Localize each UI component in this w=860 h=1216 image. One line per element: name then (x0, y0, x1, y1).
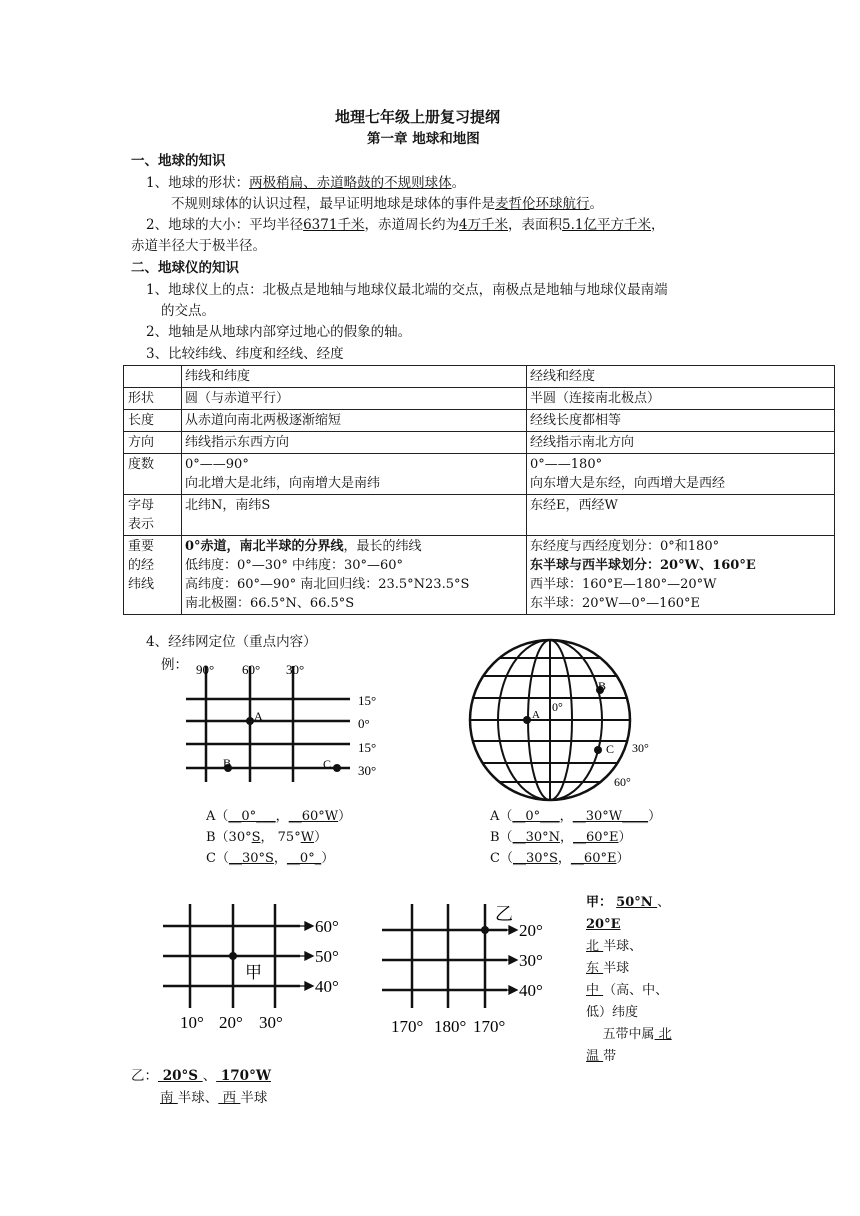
lat-label: 60° (315, 917, 339, 936)
lat-label: 40° (519, 981, 543, 1000)
table-cell: 纬线指示东西方向 (182, 432, 527, 454)
text: ） (616, 851, 630, 866)
text: 半球 (603, 961, 630, 976)
point-a-label: A (254, 709, 263, 723)
cell-line: 东经度与西经度划分：0°和180° (530, 539, 720, 554)
answer-text: __30°S (228, 851, 274, 866)
answer-a-2 (490, 806, 661, 827)
text: 甲： (586, 895, 613, 910)
answer-text: __30°S (512, 851, 558, 866)
compare-line: 3、比较纬线、纬度和经线、经度 (146, 346, 344, 362)
text: 、 (657, 895, 671, 910)
text: B（ (490, 830, 513, 845)
answer-text: __60°E (573, 830, 619, 845)
text: ， (559, 809, 573, 824)
answer-c-2 (490, 848, 629, 869)
cell-line: 东半球与西半球划分：20°W、160°E (530, 558, 756, 573)
answer-text: __0°___ (228, 809, 276, 824)
table-cell (124, 495, 182, 536)
cell-line: 重要 (128, 539, 155, 554)
cell-line: 南北极圈：66.5°N、66.5°S (185, 596, 355, 611)
answer-text: W (300, 830, 315, 845)
text: 五带中属 (602, 1027, 655, 1042)
cell-line: 向北增大是北纬，向南增大是南纬 (185, 476, 381, 491)
table-cell: 经线指示南北方向 (527, 432, 835, 454)
point-b-label: B (223, 756, 232, 770)
lat-label: 30° (358, 763, 377, 778)
point-c (594, 746, 602, 754)
cell-line: 东半球：20°W—0°—160°E (530, 596, 700, 611)
answer-c-1 (206, 848, 334, 869)
answer-text: __60°W (288, 809, 339, 824)
answer-line (586, 892, 756, 914)
answer-line (586, 936, 756, 958)
text: 带 (603, 1049, 617, 1064)
answer-text: 北 (654, 1027, 672, 1042)
text: ） (648, 809, 662, 824)
answer-b-1 (206, 827, 327, 848)
text: ，最长的纬线 (343, 539, 422, 554)
lat-label: 0° (358, 716, 370, 731)
table-header: 纬线和纬度 (182, 366, 527, 388)
table-row (124, 388, 835, 410)
table-cell (182, 454, 527, 495)
table-cell: 从赤道向南北两极逐渐缩短 (182, 410, 527, 432)
answer-line (586, 914, 756, 936)
lon-label: 10° (180, 1013, 204, 1032)
lon-label: 60° (242, 662, 261, 677)
table-cell: 圆（与赤道平行） (182, 388, 527, 410)
table-cell: 形状 (124, 388, 182, 410)
cell-line: 高纬度：60°—90° 南北回归线：23.5°N23.5°S (185, 577, 470, 592)
answer-text: 20°E (586, 917, 621, 932)
cell-line: 纬线 (128, 577, 155, 592)
answer-text: __60°E (570, 851, 617, 866)
cell-line: 表示 (128, 517, 155, 532)
page-title: 地理七年级上册复习提纲 (335, 108, 501, 126)
cell-line: 低纬度：0°—30° 中纬度：30°—60° (185, 558, 404, 573)
answer-text: 西 (218, 1090, 241, 1106)
text: ， (275, 809, 289, 824)
text: ） (338, 809, 352, 824)
table-cell (124, 366, 182, 388)
cell-line: 0°——180° (530, 457, 603, 472)
answer-text: 20°S (158, 1068, 203, 1084)
text: ， (559, 830, 573, 845)
answer-text: S (251, 830, 261, 845)
table-cell: 度数 (124, 454, 182, 495)
axis-line: 2、地轴是从地球内部穿过地心的假象的轴。 (146, 324, 412, 340)
answer-line (586, 1002, 756, 1024)
lat-label: 50° (315, 947, 339, 966)
lon-label: 20° (219, 1013, 243, 1032)
text: 2、地球的大小：平均半径 (146, 217, 304, 233)
answer-text: 南 (160, 1090, 178, 1106)
table-cell: 方向 (124, 432, 182, 454)
table-cell: 经线长度都相等 (527, 410, 835, 432)
yi-answer-line-1 (131, 1067, 271, 1085)
yi-label: 乙 (495, 904, 513, 924)
chapter-title: 第一章 地球和地图 (367, 131, 480, 147)
cell-line: 字母 (128, 498, 155, 513)
table-cell: 半圆（连接南北极点） (527, 388, 835, 410)
point-c-label: C (606, 742, 615, 756)
answer-text: 50°N (616, 895, 658, 910)
cell-line: 向东增大是东经，向西增大是西经 (530, 476, 726, 491)
lat-label: 15° (358, 693, 377, 708)
answer-line (586, 1046, 756, 1068)
comparison-table (123, 365, 835, 615)
lat-label: 40° (315, 977, 339, 996)
text: C（ (206, 851, 229, 866)
bold-text: 0°赤道，南北半球的分界线 (185, 539, 344, 554)
answer-text: 170°W (216, 1068, 271, 1084)
lon-label: 170° (391, 1017, 424, 1036)
text: ， (557, 851, 571, 866)
text: B（30° (206, 830, 252, 845)
lon-label: 170° (473, 1017, 506, 1036)
grid-figures-jia-yi (145, 888, 577, 1038)
table-cell (527, 454, 835, 495)
text: ， (651, 217, 665, 233)
answer-b-2 (490, 827, 632, 848)
jia-label: 甲 (245, 963, 262, 982)
table-row (124, 366, 835, 388)
earth-proof-line (171, 195, 603, 213)
text: A（ (490, 809, 513, 824)
text: 不规则球体的认识过程，最早证明地球是球体的事件是 (171, 196, 495, 212)
grid-location-heading: 4、经纬网定位（重点内容） (146, 634, 317, 650)
cell-line: 0°——90° (185, 457, 249, 472)
answer-text: __30°N (512, 830, 560, 845)
text: A（ (206, 809, 229, 824)
text: 半球、 (177, 1090, 219, 1106)
text: ） (314, 830, 328, 845)
table-cell (182, 536, 527, 615)
text: ， (273, 851, 287, 866)
answer-text: 东 (586, 961, 604, 976)
globe-points-line-2: 的交点。 (161, 303, 215, 319)
point-jia (229, 952, 237, 960)
globe-points-line: 1、地球仪上的点：北极点是地轴与地球仪最北端的交点，南极点是地轴与地球仪最南端 (146, 282, 668, 298)
earth-shape-line (146, 174, 465, 192)
text: 1、地球的形状： (146, 175, 250, 191)
text: 低）纬度 (586, 1005, 639, 1020)
text: ，赤道周长约为 (364, 217, 459, 233)
table-row (124, 410, 835, 432)
answer-text: __0°___ (512, 809, 560, 824)
answer-text: 温 (586, 1049, 604, 1064)
answer-text: 两极稍扁、赤道略鼓的不规则球体 (249, 175, 452, 191)
lat-label: 30° (632, 741, 649, 755)
point-yi (481, 926, 489, 934)
point-a (246, 717, 254, 725)
table-cell: 东经E，西经W (527, 495, 835, 536)
grid-figure-1 (180, 660, 390, 785)
cell-line: 的经 (128, 558, 155, 573)
point-c-label: C (323, 757, 332, 771)
table-row (124, 454, 835, 495)
text: ，表面积 (508, 217, 563, 233)
earth-size-line (146, 216, 665, 234)
lat-label: 15° (358, 740, 377, 755)
answer-text: __30°W____ (572, 809, 649, 824)
answer-text: 中 (586, 983, 604, 998)
jia-arrows (295, 922, 313, 990)
point-c (333, 764, 341, 772)
text: 。 (451, 175, 466, 191)
answer-text: 麦哲伦环球航行 (495, 196, 590, 212)
table-cell: 北纬N，南纬S (182, 495, 527, 536)
lon-label: 30° (259, 1013, 283, 1032)
table-cell (527, 536, 835, 615)
cell-line: 西半球：160°E—180°—20°W (530, 577, 717, 592)
text: 半球 (240, 1090, 268, 1106)
yi-arrows (503, 926, 517, 994)
answer-text: 6371千米 (303, 217, 365, 233)
lon-label: 180° (434, 1017, 467, 1036)
table-row (124, 495, 835, 536)
section-1-heading: 一、地球的知识 (131, 153, 226, 169)
radius-line: 赤道半径大于极半径。 (131, 238, 266, 254)
lon-label: 30° (286, 662, 305, 677)
table-row (124, 432, 835, 454)
lat-label: 60° (614, 775, 631, 789)
answer-text: __0°_ (286, 851, 322, 866)
globe-figure (460, 634, 670, 804)
meridian-label: 0° (552, 700, 563, 714)
yi-answer-line-2 (160, 1089, 267, 1107)
example-label: 例： (161, 657, 188, 673)
answer-text: 4万千米 (458, 217, 509, 233)
text: ） (321, 851, 335, 866)
jia-answers (586, 892, 756, 1068)
answer-text: 北 (586, 939, 604, 954)
section-2-heading: 二、地球仪的知识 (131, 260, 239, 276)
point-a (523, 716, 531, 724)
table-cell (124, 536, 182, 615)
text: C（ (490, 851, 513, 866)
text: 、 (202, 1068, 217, 1084)
text: ， 75° (260, 830, 301, 845)
text: 乙： (131, 1068, 158, 1084)
answer-line (586, 980, 756, 1002)
lon-label: 90° (196, 662, 215, 677)
table-row (124, 536, 835, 615)
text: 。 (589, 196, 603, 212)
cell-line (185, 537, 523, 556)
lat-label: 20° (519, 921, 543, 940)
lat-label: 30° (519, 951, 543, 970)
answer-text: 5.1亿平方千米 (562, 217, 652, 233)
answer-line (586, 1024, 756, 1046)
text: ） (618, 830, 632, 845)
yi-grid (382, 904, 507, 1008)
table-header: 经线和经度 (527, 366, 835, 388)
answer-line (586, 958, 756, 980)
point-b-label: B (598, 679, 607, 693)
table-cell: 长度 (124, 410, 182, 432)
answer-a-1 (206, 806, 351, 827)
text: （高、中、 (603, 983, 669, 998)
text: 半球、 (603, 939, 643, 954)
point-a-label: A (532, 709, 540, 721)
